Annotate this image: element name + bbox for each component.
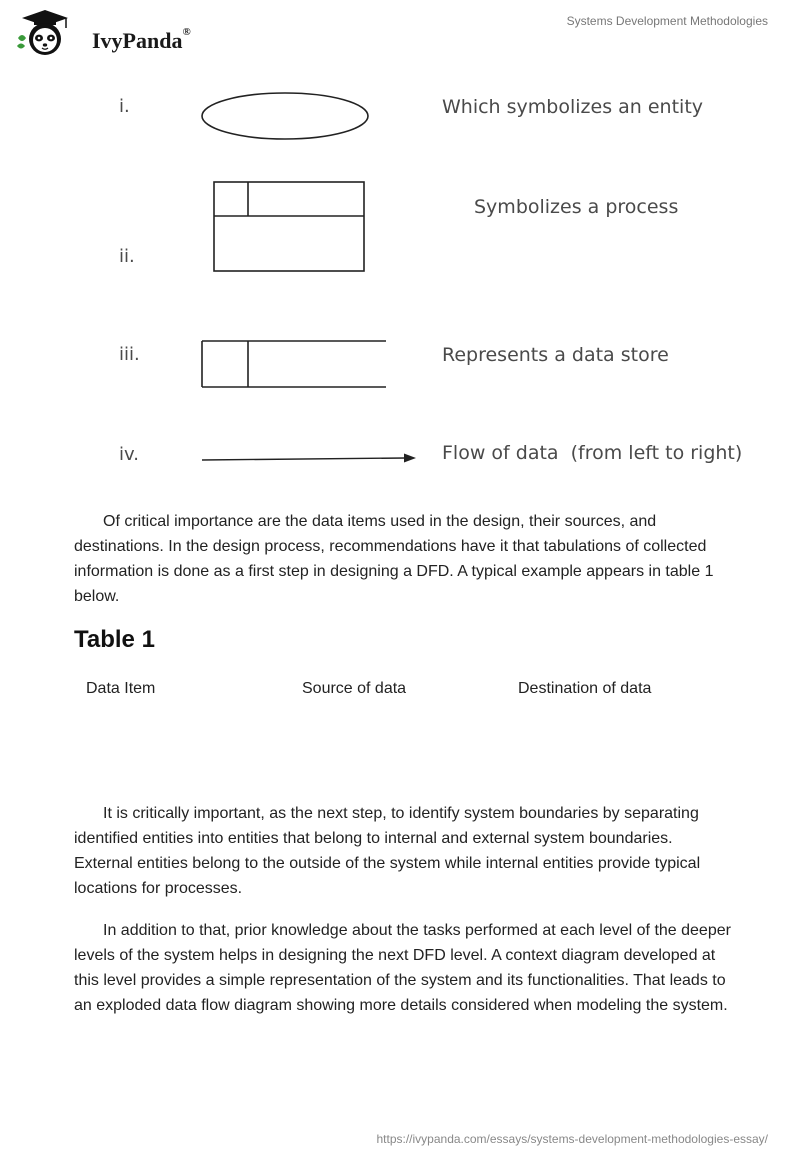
- row-number-iii: iii.: [119, 344, 140, 365]
- table-header-source: Source of data: [302, 680, 407, 697]
- row-number-ii: ii.: [119, 246, 135, 267]
- entity-ellipse-shape: [202, 93, 368, 139]
- process-label: Symbolizes a process: [474, 196, 679, 218]
- entity-label: Which symbolizes an entity: [442, 96, 704, 118]
- data-flow-label: Flow of data (from left to right): [442, 442, 743, 464]
- page-header: [0, 0, 800, 60]
- ivypanda-logo[interactable]: [14, 8, 214, 58]
- paragraph-context-diagram: In addition to that, prior knowledge about the tasks performed at each level of the deeper levels of the system helps in designing the next DFD level. A context diagram developed at this level provides a simple representation of the system and its functionalities. That leads to an exploded data flow diagram showing more details considered when modeling the system.: [74, 922, 731, 1014]
- dfd-shapes: [100, 80, 760, 480]
- row-number-i: i.: [119, 96, 130, 117]
- dfd-symbols-figure: [100, 80, 760, 480]
- brand-name: IvyPanda®: [92, 26, 191, 53]
- process-box-shape: [214, 182, 364, 271]
- panda-logo-icon: [14, 8, 76, 58]
- table-header-destination: Destination of data: [518, 680, 652, 697]
- row-number-iv: iv.: [119, 444, 139, 465]
- document-title: Systems Development Methodologies: [566, 14, 768, 28]
- source-url-link[interactable]: https://ivypanda.com/essays/systems-development-methodologies-essay/: [376, 1132, 768, 1146]
- paragraph-data-items: Of critical importance are the data items used in the design, their sources, and destinations. In the design process, recommendations have it that tabulations of collected information is done as a first step in designing a DFD. A typical example appears in table 1 below.: [74, 513, 714, 605]
- data-store-shape: [202, 341, 386, 387]
- data-store-label: Represents a data store: [442, 344, 669, 366]
- table-title: Table 1: [74, 626, 155, 653]
- paragraph-system-boundaries: It is critically important, as the next step, to identify system boundaries by separating identified entities into entities that belong to internal and external system boundaries. External entities belong to the outside of the system while internal entities provide typical locations for processes.: [74, 805, 701, 897]
- registered-mark: ®: [182, 26, 191, 38]
- data-flow-arrow-shape: [202, 454, 416, 463]
- table-header-data-item: Data Item: [86, 680, 156, 697]
